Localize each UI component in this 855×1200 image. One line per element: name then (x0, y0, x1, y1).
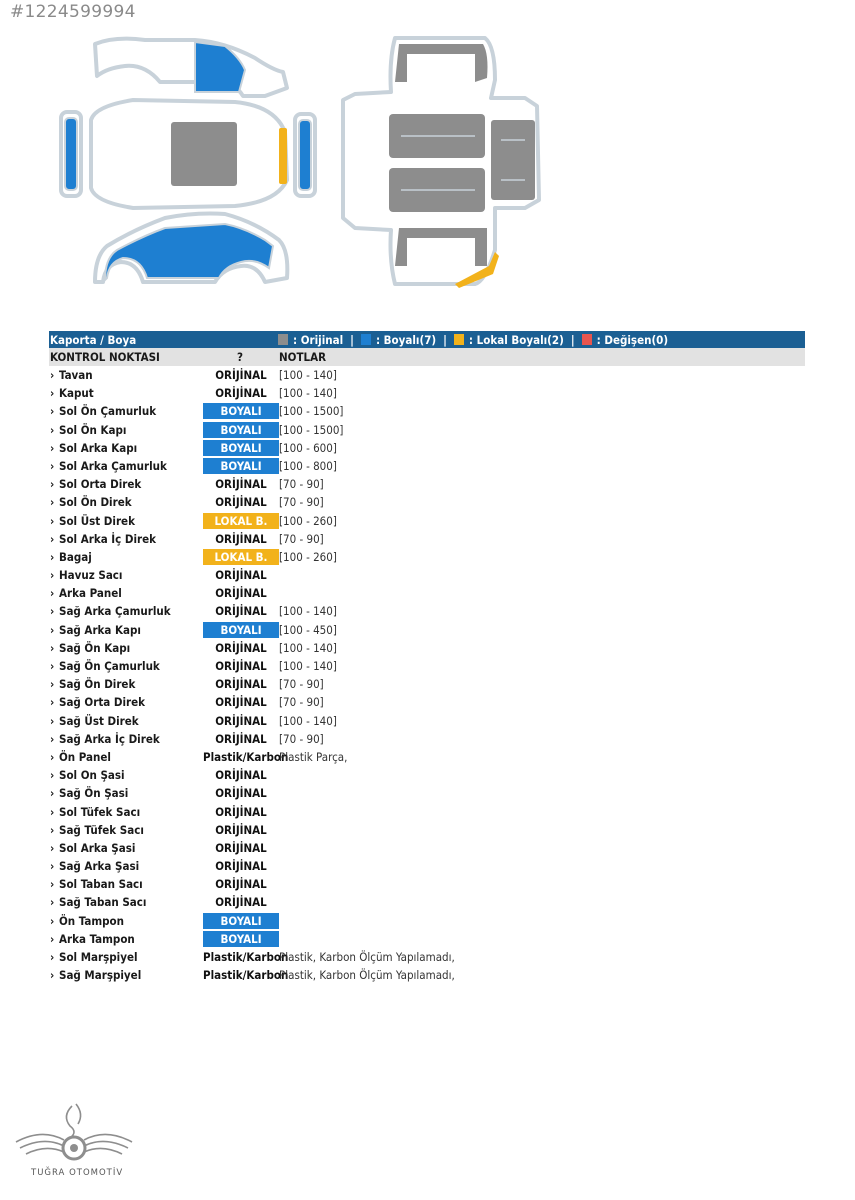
tugra-logo (12, 1098, 136, 1168)
status-badge: LOKAL B. (203, 513, 279, 529)
chevron-right-icon: › (50, 604, 55, 619)
check-point-label: Sağ Tüfek Sacı (59, 822, 144, 837)
column-header-point: KONTROL NOKTASI (50, 350, 160, 364)
check-point-label: Sol Üst Direk (59, 513, 135, 528)
check-point-name (50, 950, 138, 964)
check-point-name (50, 477, 141, 491)
row-note: Plastik, Karbon Ölçüm Yapılamadı, (279, 950, 455, 964)
table-row (49, 566, 805, 584)
status-badge: ORİJİNAL (215, 804, 267, 819)
row-note: [70 - 90] (279, 531, 324, 546)
table-row (49, 875, 805, 893)
painted-front-bumper (299, 120, 311, 190)
chevron-right-icon: › (50, 477, 55, 492)
chevron-right-icon: › (50, 968, 55, 983)
listing-id: #1224599994 (10, 2, 136, 22)
check-point-label: Sağ Orta Direk (59, 695, 145, 710)
chevron-right-icon: › (50, 622, 55, 637)
check-point-label: Tavan (59, 368, 93, 382)
check-point-label: Sol Arka Çamurluk (59, 458, 167, 473)
local-painted-trunk (279, 128, 287, 184)
chevron-right-icon: › (50, 950, 55, 964)
table-row (49, 402, 805, 420)
chevron-right-icon: › (50, 859, 55, 874)
status-badge: ORİJİNAL (215, 877, 267, 892)
status-badge: ORİJİNAL (215, 895, 267, 910)
check-point-name (50, 623, 141, 637)
check-point-name (50, 404, 156, 418)
status-badge: ORİJİNAL (215, 495, 267, 510)
table-row (49, 839, 805, 857)
status-badge: BOYALI (203, 403, 279, 419)
check-point-name (50, 750, 111, 764)
report-rows (49, 366, 805, 984)
chevron-right-icon: › (50, 768, 55, 783)
check-point-label: Sağ Ön Çamurluk (59, 659, 160, 673)
status-badge: ORİJİNAL (215, 695, 267, 710)
table-row (49, 602, 805, 620)
legend-swatch (361, 334, 371, 345)
status-badge: ORİJİNAL (215, 368, 267, 382)
chevron-right-icon: › (50, 895, 55, 910)
check-point-label: Sol Arka İç Direk (59, 531, 156, 546)
status-badge: ORİJİNAL (215, 713, 267, 728)
table-row (49, 930, 805, 948)
check-point-label: Arka Tampon (59, 931, 135, 946)
check-point-name (50, 805, 140, 819)
table-row (49, 512, 805, 530)
table-row (49, 712, 805, 730)
table-row (49, 493, 805, 511)
check-point-name (50, 586, 122, 600)
check-point-name (50, 659, 160, 673)
status-badge: Plastik/Karbon (203, 968, 289, 983)
row-note: [70 - 90] (279, 695, 324, 710)
table-row (49, 821, 805, 839)
check-point-name (50, 732, 160, 746)
status-badge: ORİJİNAL (215, 386, 267, 401)
chevron-right-icon: › (50, 549, 55, 564)
check-point-name (50, 459, 167, 473)
row-note: [70 - 90] (279, 477, 324, 492)
table-row (49, 584, 805, 602)
table-row (49, 675, 805, 693)
table-row (49, 548, 805, 566)
check-point-label: Sol On Şasi (59, 768, 125, 783)
check-point-name (50, 768, 125, 782)
check-point-label: Arka Panel (59, 586, 122, 601)
check-point-name (50, 514, 135, 528)
chevron-right-icon: › (50, 640, 55, 655)
column-header-status: ? (237, 350, 244, 364)
chevron-right-icon: › (50, 404, 55, 419)
check-point-name (50, 786, 128, 800)
car-body-diagram (55, 30, 555, 292)
check-point-name (50, 932, 135, 946)
row-note: [100 - 140] (279, 659, 337, 673)
table-row (49, 657, 805, 675)
row-note: [70 - 90] (279, 677, 324, 692)
check-point-name (50, 641, 130, 655)
table-row (49, 439, 805, 457)
logo-text: TUĞRA OTOMOTİV (31, 1168, 124, 1178)
table-row (49, 893, 805, 911)
check-point-label: Sol Taban Sacı (59, 877, 143, 892)
table-row (49, 912, 805, 930)
check-point-name (50, 823, 144, 837)
table-row (49, 693, 805, 711)
check-point-label: Sol Ön Çamurluk (59, 404, 157, 419)
check-point-label: Sağ Ön Kapı (59, 640, 131, 655)
legend-separator: | (570, 332, 575, 347)
chevron-right-icon: › (50, 677, 55, 692)
check-point-name (50, 695, 145, 709)
legend-label: : Boyalı(7) (375, 332, 437, 347)
check-point-name (50, 714, 139, 728)
row-note: [70 - 90] (279, 495, 324, 510)
check-point-label: Sol Ön Kapı (59, 422, 127, 437)
status-badge: ORİJİNAL (215, 822, 267, 837)
legend-label: : Orijinal (293, 332, 344, 347)
row-note: Plastik, Karbon Ölçüm Yapılamadı, (279, 968, 455, 983)
table-row (49, 784, 805, 802)
row-note: [70 - 90] (279, 731, 324, 746)
check-point-name (50, 895, 146, 909)
report-title: Kaporta / Boya (50, 332, 137, 347)
row-note: [100 - 140] (279, 604, 337, 619)
chevron-right-icon: › (50, 786, 55, 801)
status-badge: BOYALI (203, 440, 279, 456)
status-badge: ORİJİNAL (215, 640, 267, 655)
check-point-name (50, 495, 132, 509)
check-point-label: Havuz Sacı (59, 568, 123, 583)
check-point-name (50, 841, 135, 855)
check-point-name (50, 386, 94, 400)
check-point-label: Sağ Üst Direk (59, 713, 139, 728)
check-point-name (50, 877, 143, 891)
chevron-right-icon: › (50, 931, 55, 946)
paint-report (49, 331, 805, 984)
legend (278, 333, 668, 347)
table-row (49, 803, 805, 821)
table-row (49, 366, 805, 384)
status-badge: ORİJİNAL (215, 586, 267, 601)
chevron-right-icon: › (50, 586, 55, 601)
check-point-label: Sol Arka Şasi (59, 840, 136, 855)
status-badge: ORİJİNAL (215, 731, 267, 746)
check-point-name (50, 677, 135, 691)
status-badge: ORİJİNAL (215, 768, 267, 783)
check-point-label: Sol Orta Direk (59, 477, 142, 492)
status-badge: BOYALI (203, 913, 279, 929)
check-point-name (50, 532, 156, 546)
table-row (49, 730, 805, 748)
check-point-label: Sağ Ön Şasi (59, 786, 129, 801)
column-headers (49, 348, 805, 366)
chevron-right-icon: › (50, 731, 55, 746)
chevron-right-icon: › (50, 822, 55, 837)
check-point-label: Sol Arka Kapı (59, 440, 138, 455)
row-note: [100 - 140] (279, 386, 337, 401)
check-point-label: Sağ Arka Şasi (59, 859, 140, 874)
chevron-right-icon: › (50, 495, 55, 510)
chevron-right-icon: › (50, 422, 55, 437)
trunk-floor (491, 120, 535, 200)
legend-separator: | (443, 332, 447, 347)
chevron-right-icon: › (50, 877, 55, 892)
table-row (49, 384, 805, 402)
check-point-label: Ön Panel (59, 749, 111, 764)
roof-panel (171, 122, 237, 186)
status-badge: BOYALI (203, 622, 279, 638)
table-row (49, 639, 805, 657)
row-note: [100 - 1500] (279, 422, 344, 437)
check-point-label: Sağ Marşpiyel (59, 968, 142, 983)
table-row (49, 748, 805, 766)
check-point-label: Sol Tüfek Sacı (59, 804, 141, 819)
status-badge: Plastik/Karbon (203, 749, 289, 764)
table-row (49, 475, 805, 493)
column-header-notes: NOTLAR (279, 350, 327, 364)
painted-rear-bumper (65, 118, 77, 190)
chevron-right-icon: › (50, 513, 55, 528)
chevron-right-icon: › (50, 568, 55, 583)
check-point-label: Kaput (59, 386, 94, 401)
chevron-right-icon: › (50, 840, 55, 855)
table-row (49, 948, 805, 966)
check-point-name (50, 441, 137, 455)
row-note: [100 - 800] (279, 458, 337, 473)
status-badge: ORİJİNAL (215, 568, 267, 583)
row-note: [100 - 260] (279, 513, 337, 528)
check-point-label: Sağ Arka İç Direk (59, 731, 160, 746)
check-point-label: Sol Marşpiyel (59, 950, 138, 964)
legend-label: : Değişen(0) (596, 332, 669, 347)
legend-swatch (582, 334, 592, 345)
chevron-right-icon: › (50, 386, 55, 401)
status-badge: ORİJİNAL (215, 659, 267, 673)
chevron-right-icon: › (50, 695, 55, 710)
row-note: [100 - 260] (279, 549, 337, 564)
check-point-name (50, 914, 124, 928)
status-badge: LOKAL B. (203, 549, 279, 565)
check-point-label: Sağ Ön Direk (59, 677, 136, 692)
legend-swatch (454, 334, 464, 345)
table-row (49, 766, 805, 784)
check-point-name (50, 368, 93, 382)
legend-swatch (278, 334, 288, 345)
report-header (49, 331, 805, 348)
status-badge: ORİJİNAL (215, 840, 267, 855)
chevron-right-icon: › (50, 749, 55, 764)
check-point-name (50, 604, 171, 618)
row-note: [100 - 140] (279, 713, 337, 728)
check-point-label: Sağ Taban Sacı (59, 895, 147, 910)
check-point-label: Ön Tampon (59, 913, 124, 928)
status-badge: BOYALI (203, 931, 279, 947)
chevron-right-icon: › (50, 804, 55, 819)
status-badge: ORİJİNAL (215, 531, 267, 546)
check-point-label: Bagaj (59, 549, 92, 564)
right-side-view (95, 39, 287, 96)
status-badge: BOYALI (203, 458, 279, 474)
row-note: [100 - 1500] (279, 404, 344, 419)
status-badge: ORİJİNAL (215, 477, 267, 492)
table-row (49, 621, 805, 639)
row-note: [100 - 140] (279, 640, 337, 655)
chevron-right-icon: › (50, 458, 55, 473)
table-row (49, 457, 805, 475)
legend-label: : Lokal Boyalı(2) (468, 332, 564, 347)
chevron-right-icon: › (50, 531, 55, 546)
table-row (49, 857, 805, 875)
chevron-right-icon: › (50, 440, 55, 455)
table-row (49, 530, 805, 548)
chevron-right-icon: › (50, 659, 55, 673)
check-point-name (50, 859, 139, 873)
table-row (49, 421, 805, 439)
status-badge: Plastik/Karbon (203, 950, 289, 964)
check-point-name (50, 423, 126, 437)
row-note: [100 - 140] (279, 368, 337, 382)
status-badge: ORİJİNAL (215, 786, 267, 801)
check-point-label: Sağ Arka Kapı (59, 622, 141, 637)
check-point-name (50, 568, 122, 582)
chevron-right-icon: › (50, 913, 55, 928)
status-badge: BOYALI (203, 422, 279, 438)
chevron-right-icon: › (50, 713, 55, 728)
row-note: [100 - 600] (279, 440, 337, 455)
status-badge: ORİJİNAL (215, 604, 267, 619)
table-row (49, 966, 805, 984)
status-badge: ORİJİNAL (215, 859, 267, 874)
status-badge: ORİJİNAL (215, 677, 267, 692)
check-point-label: Sol Ön Direk (59, 495, 132, 510)
row-note: Plastik Parça, (279, 749, 348, 764)
check-point-name (50, 550, 92, 564)
chevron-right-icon: › (50, 368, 55, 382)
check-point-label: Sağ Arka Çamurluk (59, 604, 171, 619)
legend-separator: | (350, 332, 354, 347)
row-note: [100 - 450] (279, 622, 337, 637)
check-point-name (50, 968, 141, 982)
